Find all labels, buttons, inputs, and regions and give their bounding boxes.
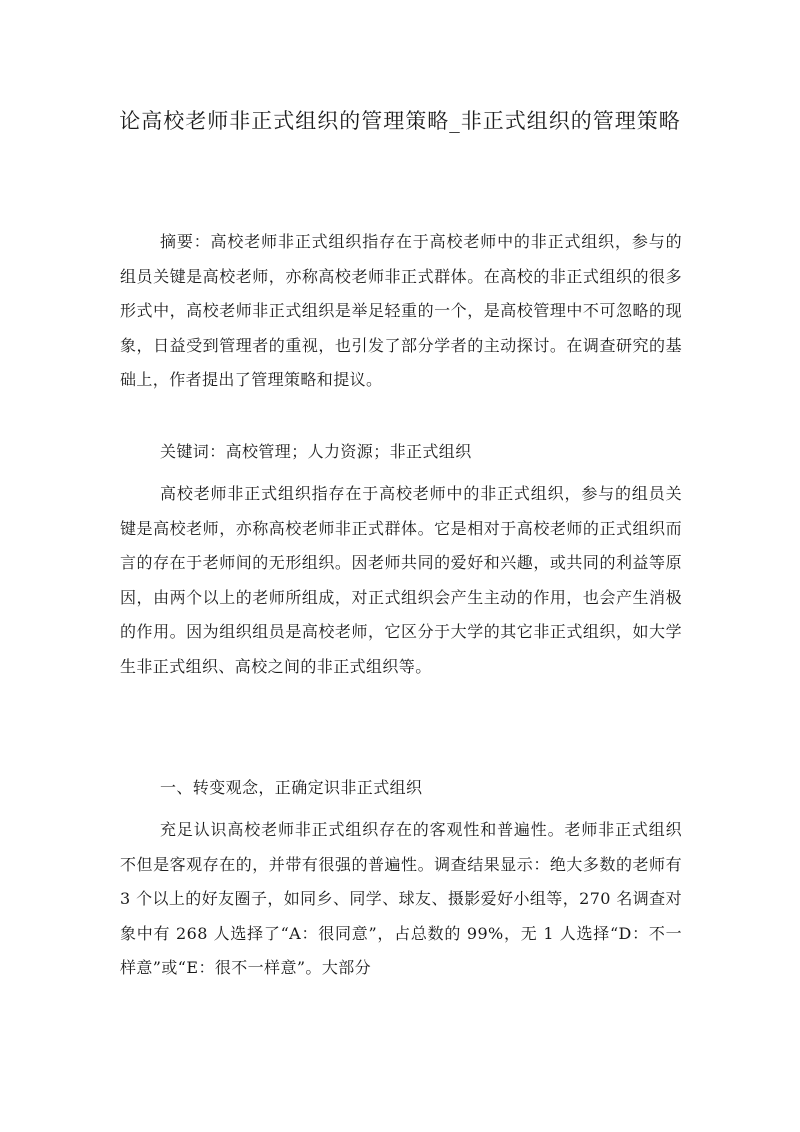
document-title: 论高校老师非正式组织的管理策略_非正式组织的管理策略 bbox=[119, 109, 681, 133]
body-paragraph-1: 高校老师非正式组织指存在于高校老师中的非正式组织，参与的组员关键是高校老师，亦称高校老师非正式群体。它是相对于高校老师的正式组织而言的存在于老师间的无形组织。因老师共同的爱好和兴趣，或共同的利益等原因，由两个以上的老师所组成，对正式组织会产生主动的作用，也会产生消极的作用。因为组织组员是高校老师，它区分于大学的其它非正式组织，如大学生非正式组织、高校之间的非正式组织等。 bbox=[120, 484, 682, 676]
abstract-paragraph: 摘要：高校老师非正式组织指存在于高校老师中的非正式组织，参与的组员关键是高校老师，亦称高校老师非正式群体。在高校的非正式组织的很多形式中，高校老师非正式组织是举足轻重的一个，是高校管理中不可忽略的现象，日益受到管理者的重视，也引发了部分学者的主动探讨。在调查研究的基础上，作者提出了管理策略和提议。 bbox=[120, 232, 682, 390]
body-paragraph-2: 充足认识高校老师非正式组织存在的客观性和普遍性。老师非正式组织不但是客观存在的，并带有很强的普遍性。调查结果显示：绝大多数的老师有 3 个以上的好友圈子，如同乡、同学、球友、摄影爱好小组等，270 名调查对象中有 268 人选择了“A：很同意”，占总数的 99%，无 1 人选择“D：不一样意”或“E：很不一样意”。大部分 bbox=[120, 820, 682, 978]
section-heading-1: 一、转变观念，正确定识非正式组织 bbox=[160, 778, 423, 797]
keywords-line: 关键词：高校管理；人力资源；非正式组织 bbox=[160, 442, 472, 461]
